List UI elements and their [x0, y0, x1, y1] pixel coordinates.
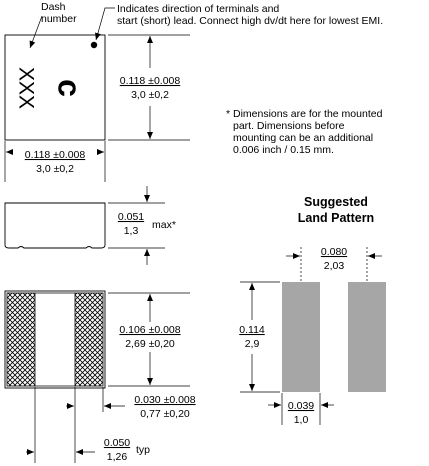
direction-callout-line2: start (short) lead. Connect high dv/dt here for lowest EMI. — [117, 15, 384, 27]
height-dimension — [108, 35, 190, 140]
terminal-width-inch: 0.030 ±0.008 — [134, 394, 196, 406]
footnote-line1: * Dimensions are for the mounted — [226, 108, 383, 120]
land-length-mm: 2,9 — [244, 338, 260, 350]
dash-number-marking: XXX — [14, 66, 38, 110]
footnote-line2: part. Dimensions before — [233, 120, 345, 132]
right-terminal — [75, 293, 103, 386]
left-terminal — [7, 293, 35, 386]
side-view — [5, 203, 105, 248]
width-inch: 0.118 ±0.008 — [24, 149, 86, 161]
land-pitch-dimension — [286, 246, 382, 281]
land-pitch-mm: 2,03 — [323, 260, 345, 272]
dash-callout-arrow — [30, 16, 42, 48]
gap-inch: 0.050 — [103, 437, 131, 449]
land-length-inch: 0.114 — [239, 324, 265, 336]
pad-length-dimension — [108, 293, 190, 386]
height-inch: 0.118 ±0.008 — [119, 75, 181, 87]
footnote — [226, 108, 383, 156]
start-lead-dot — [91, 42, 97, 48]
thickness-dimension — [108, 186, 176, 265]
land-pad-width-dimension — [268, 393, 334, 426]
thickness-suffix: max* — [152, 219, 176, 231]
width-mm: 3,0 ±0,2 — [36, 163, 74, 175]
land-pattern-title-line2: Land Pattern — [297, 211, 375, 225]
dash-callout-line1: Dash — [41, 1, 66, 13]
terminal-width-mm: 0,77 ±0,20 — [140, 408, 190, 420]
footnote-line3: mounting can be an additional — [233, 132, 374, 144]
width-dimension — [5, 141, 105, 182]
side-body — [5, 203, 105, 248]
top-view — [5, 35, 105, 140]
land-pad-width-mm: 1,0 — [293, 414, 309, 426]
gap-mm: 1,26 — [106, 451, 128, 463]
direction-symbol: c — [51, 79, 88, 97]
bottom-view — [5, 291, 105, 388]
footnote-line4: 0.006 inch / 0.15 mm. — [233, 144, 334, 156]
thickness-inch: 0.051 — [117, 211, 145, 223]
pad-length-mm: 2,69 ±0,20 — [125, 338, 175, 350]
pad-length-inch: 0.106 ±0.008 — [119, 324, 181, 336]
dash-callout-line2: number — [41, 13, 77, 25]
height-mm: 3,0 ±0,2 — [131, 89, 169, 101]
land-pad-left — [282, 282, 320, 392]
gap-suffix: typ — [136, 444, 151, 456]
gap-dimension — [26, 437, 150, 463]
land-pad-right — [348, 282, 386, 392]
land-pad-width-inch: 0.039 — [287, 400, 315, 412]
direction-callout-line1: Indicates direction of terminals and — [117, 3, 280, 15]
land-pattern-title-line1: Suggested — [304, 195, 368, 209]
thickness-mm: 1,3 — [123, 225, 139, 237]
land-length-dimension — [239, 282, 280, 392]
land-pitch-inch: 0.080 — [320, 246, 348, 258]
